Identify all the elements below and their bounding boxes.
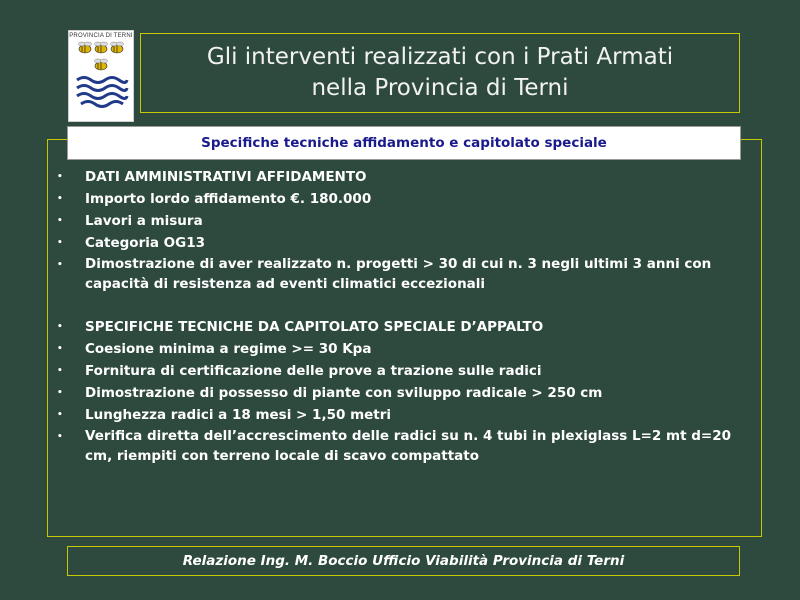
bullet-icon: • [57, 432, 63, 442]
list-item-text: Lavori a misura [85, 213, 203, 229]
title-line-2: nella Provincia di Terni [311, 75, 569, 101]
list-item [53, 316, 758, 338]
list-item-text: DATI AMMINISTRATIVI AFFIDAMENTO [85, 169, 367, 185]
subtitle: Specifiche tecniche affidamento e capitolato speciale [201, 135, 607, 151]
bullet-icon: • [57, 194, 63, 204]
list-item-text: Fornitura di certificazione delle prove a trazione sulle radici [85, 363, 542, 379]
bullet-icon: • [57, 216, 63, 226]
list-item [53, 188, 758, 210]
list-item [53, 404, 758, 426]
list-item [53, 426, 758, 466]
bullet-icon: • [57, 260, 63, 270]
list-item [53, 360, 758, 382]
bullet-icon: • [57, 238, 63, 248]
list-item [53, 382, 758, 404]
list-item-text: Dimostrazione di possesso di piante con sviluppo radicale > 250 cm [85, 385, 603, 401]
subtitle-box [67, 126, 741, 160]
province-crest-icon [73, 40, 129, 116]
section-spacer [53, 294, 758, 316]
list-item-text: Importo lordo affidamento €. 180.000 [85, 191, 372, 207]
list-item [53, 210, 758, 232]
list-item [53, 338, 758, 360]
province-logo [68, 30, 134, 122]
list-item-text: Dimostrazione di aver realizzato n. progetti > 30 di cui n. 3 negli ultimi 3 anni con capacità di resistenza ad eventi climatici eccezionali [85, 256, 712, 292]
bullet-icon: • [57, 410, 63, 420]
bullet-icon: • [57, 172, 63, 182]
list-item [53, 254, 758, 294]
bullet-icon: • [57, 366, 63, 376]
title-line-1: Gli interventi realizzati con i Prati Armati [206, 44, 674, 70]
bullet-icon: • [57, 344, 63, 354]
list-item-text: Lunghezza radici a 18 mesi > 1,50 metri [85, 407, 392, 423]
list-item-text: Categoria OG13 [85, 235, 206, 251]
list-item-text: SPECIFICHE TECNICHE DA CAPITOLATO SPECIALE D’APPALTO [85, 319, 544, 335]
list-item [53, 166, 758, 188]
list-item [53, 232, 758, 254]
title-box [140, 33, 740, 113]
logo-caption: PROVINCIA DI TERNI [69, 33, 133, 39]
bullet-icon: • [57, 322, 63, 332]
footer-box [67, 546, 740, 576]
footer-text: Relazione Ing. M. Boccio Ufficio Viabilità Provincia di Terni [182, 553, 625, 569]
bullet-icon: • [57, 388, 63, 398]
bullet-list [53, 166, 758, 466]
list-item-text: Verifica diretta dell’accrescimento delle radici su n. 4 tubi in plexiglass L=2 mt d=20 cm, riempiti con terreno locale di scavo compattato [85, 428, 731, 464]
bee-icon [79, 42, 92, 53]
list-item-text: Coesione minima a regime >= 30 Kpa [85, 341, 372, 357]
